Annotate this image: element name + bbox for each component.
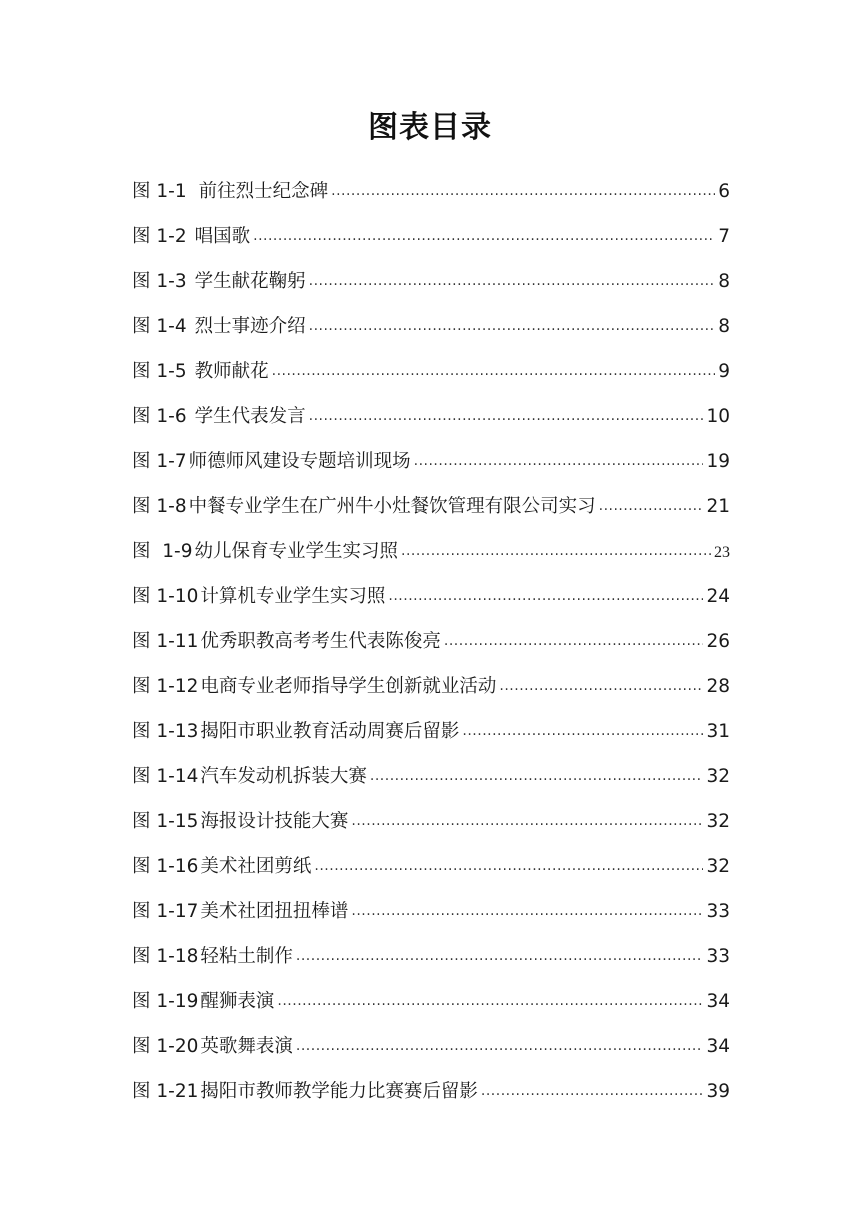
toc-entry[interactable] (132, 760, 730, 805)
figure-caption: 师德师风建设专题培训现场 (188, 451, 411, 472)
dot-leader (351, 804, 703, 838)
page-number: 26 (706, 631, 730, 652)
figure-label: 图 1-15 (132, 811, 199, 832)
page-number: 32 (706, 766, 730, 787)
figure-caption: 汽车发动机拆装大赛 (200, 766, 367, 787)
dot-leader (253, 219, 715, 253)
page-number: 10 (706, 406, 730, 427)
page-number: 9 (718, 361, 730, 382)
page-number: 33 (706, 946, 730, 967)
figure-label: 图 1-1 (132, 181, 187, 202)
page-number: 34 (706, 991, 730, 1012)
toc-entry[interactable] (132, 175, 730, 220)
figure-label: 图 1-20 (132, 1036, 199, 1057)
page-number: 19 (706, 451, 730, 472)
figure-label: 图 1-5 (132, 361, 187, 382)
toc-entry[interactable] (132, 1075, 730, 1120)
page-number: 6 (718, 181, 730, 202)
dot-leader (296, 1029, 704, 1063)
dot-leader (277, 984, 703, 1018)
figure-caption: 优秀职教高考考生代表陈俊亮 (200, 631, 441, 652)
figure-label: 图 1-10 (132, 586, 199, 607)
page-number: 28 (706, 676, 730, 697)
figure-caption: 烈士事迹介绍 (194, 316, 306, 337)
figure-caption: 幼儿保育专业学生实习照 (194, 541, 398, 562)
dot-leader (462, 714, 703, 748)
figure-label: 图 1-16 (132, 856, 199, 877)
figure-label: 图 1-17 (132, 901, 199, 922)
figure-caption: 英歌舞表演 (200, 1036, 293, 1057)
figure-caption: 轻粘土制作 (200, 946, 293, 967)
dot-leader (401, 534, 711, 568)
figure-caption: 唱国歌 (194, 226, 251, 247)
toc-entry[interactable] (132, 940, 730, 985)
toc-entry[interactable] (132, 670, 730, 715)
toc-entry[interactable] (132, 265, 730, 310)
figure-label: 图 1-19 (132, 991, 199, 1012)
figure-caption: 学生代表发言 (194, 406, 306, 427)
dot-leader (444, 624, 704, 658)
toc-entry[interactable] (132, 580, 730, 625)
figure-caption: 海报设计技能大赛 (200, 811, 349, 832)
figure-label: 图 1-6 (132, 406, 187, 427)
toc-entry[interactable] (132, 535, 730, 580)
figure-label: 图 1-3 (132, 271, 187, 292)
figure-label: 图 1-12 (132, 676, 199, 697)
dot-leader (331, 174, 715, 208)
toc-entry[interactable] (132, 715, 730, 760)
page-number: 7 (718, 226, 730, 247)
dot-leader (370, 759, 704, 793)
figure-label: 图 1-7 (132, 451, 187, 472)
page-number: 34 (706, 1036, 730, 1057)
dot-leader (499, 669, 703, 703)
figure-caption: 教师献花 (194, 361, 269, 382)
figure-caption: 计算机专业学生实习照 (200, 586, 386, 607)
figure-caption: 美术社团剪纸 (200, 856, 312, 877)
page-number: 31 (706, 721, 730, 742)
figure-caption: 醒狮表演 (200, 991, 275, 1012)
page-title: 图表目录 (368, 110, 492, 145)
figure-label: 图 1-11 (132, 631, 199, 652)
toc-entry[interactable] (132, 985, 730, 1030)
figure-label: 图 1-9 (132, 541, 193, 562)
dot-leader (481, 1074, 704, 1108)
toc-entry[interactable] (132, 805, 730, 850)
page-number: 32 (706, 811, 730, 832)
page-number: 8 (718, 271, 730, 292)
toc-entry[interactable] (132, 490, 730, 535)
dot-leader (309, 399, 704, 433)
figure-label: 图 1-2 (132, 226, 187, 247)
toc-entry[interactable] (132, 355, 730, 400)
dot-leader (388, 579, 703, 613)
dot-leader (309, 309, 716, 343)
toc-entry[interactable] (132, 400, 730, 445)
figure-caption: 美术社团扭扭棒谱 (200, 901, 349, 922)
figure-caption: 学生献花鞠躬 (194, 271, 306, 292)
dot-leader (599, 489, 704, 523)
figure-caption: 电商专业老师指导学生创新就业活动 (200, 676, 497, 697)
dot-leader (296, 939, 704, 973)
figure-caption: 前往烈士纪念碑 (198, 181, 329, 202)
dot-leader (314, 849, 703, 883)
figure-label: 图 1-13 (132, 721, 199, 742)
page-number: 32 (706, 856, 730, 877)
dot-leader (309, 264, 716, 298)
figure-label: 图 1-4 (132, 316, 187, 337)
figure-caption: 揭阳市职业教育活动周赛后留影 (200, 721, 460, 742)
figure-label: 图 1-18 (132, 946, 199, 967)
figure-label: 图 1-14 (132, 766, 199, 787)
figure-label: 图 1-8 (132, 496, 187, 517)
figure-list (132, 175, 730, 1120)
dot-leader (351, 894, 703, 928)
page-number: 24 (706, 586, 730, 607)
page-number: 21 (706, 496, 730, 517)
page-number: 23 (714, 544, 730, 561)
toc-entry[interactable] (132, 445, 730, 490)
toc-entry[interactable] (132, 625, 730, 670)
figure-label: 图 1-21 (132, 1081, 199, 1102)
figure-caption: 揭阳市教师教学能力比赛赛后留影 (200, 1081, 478, 1102)
dot-leader (414, 444, 704, 478)
toc-entry[interactable] (132, 1030, 730, 1075)
toc-entry[interactable] (132, 310, 730, 355)
figure-caption: 中餐专业学生在广州牛小灶餐饮管理有限公司实习 (188, 496, 596, 517)
toc-entry[interactable] (132, 895, 730, 940)
page-number: 8 (718, 316, 730, 337)
toc-entry[interactable] (132, 220, 730, 265)
page-number: 39 (706, 1081, 730, 1102)
toc-entry[interactable] (132, 850, 730, 895)
dot-leader (272, 354, 716, 388)
page-number: 33 (706, 901, 730, 922)
